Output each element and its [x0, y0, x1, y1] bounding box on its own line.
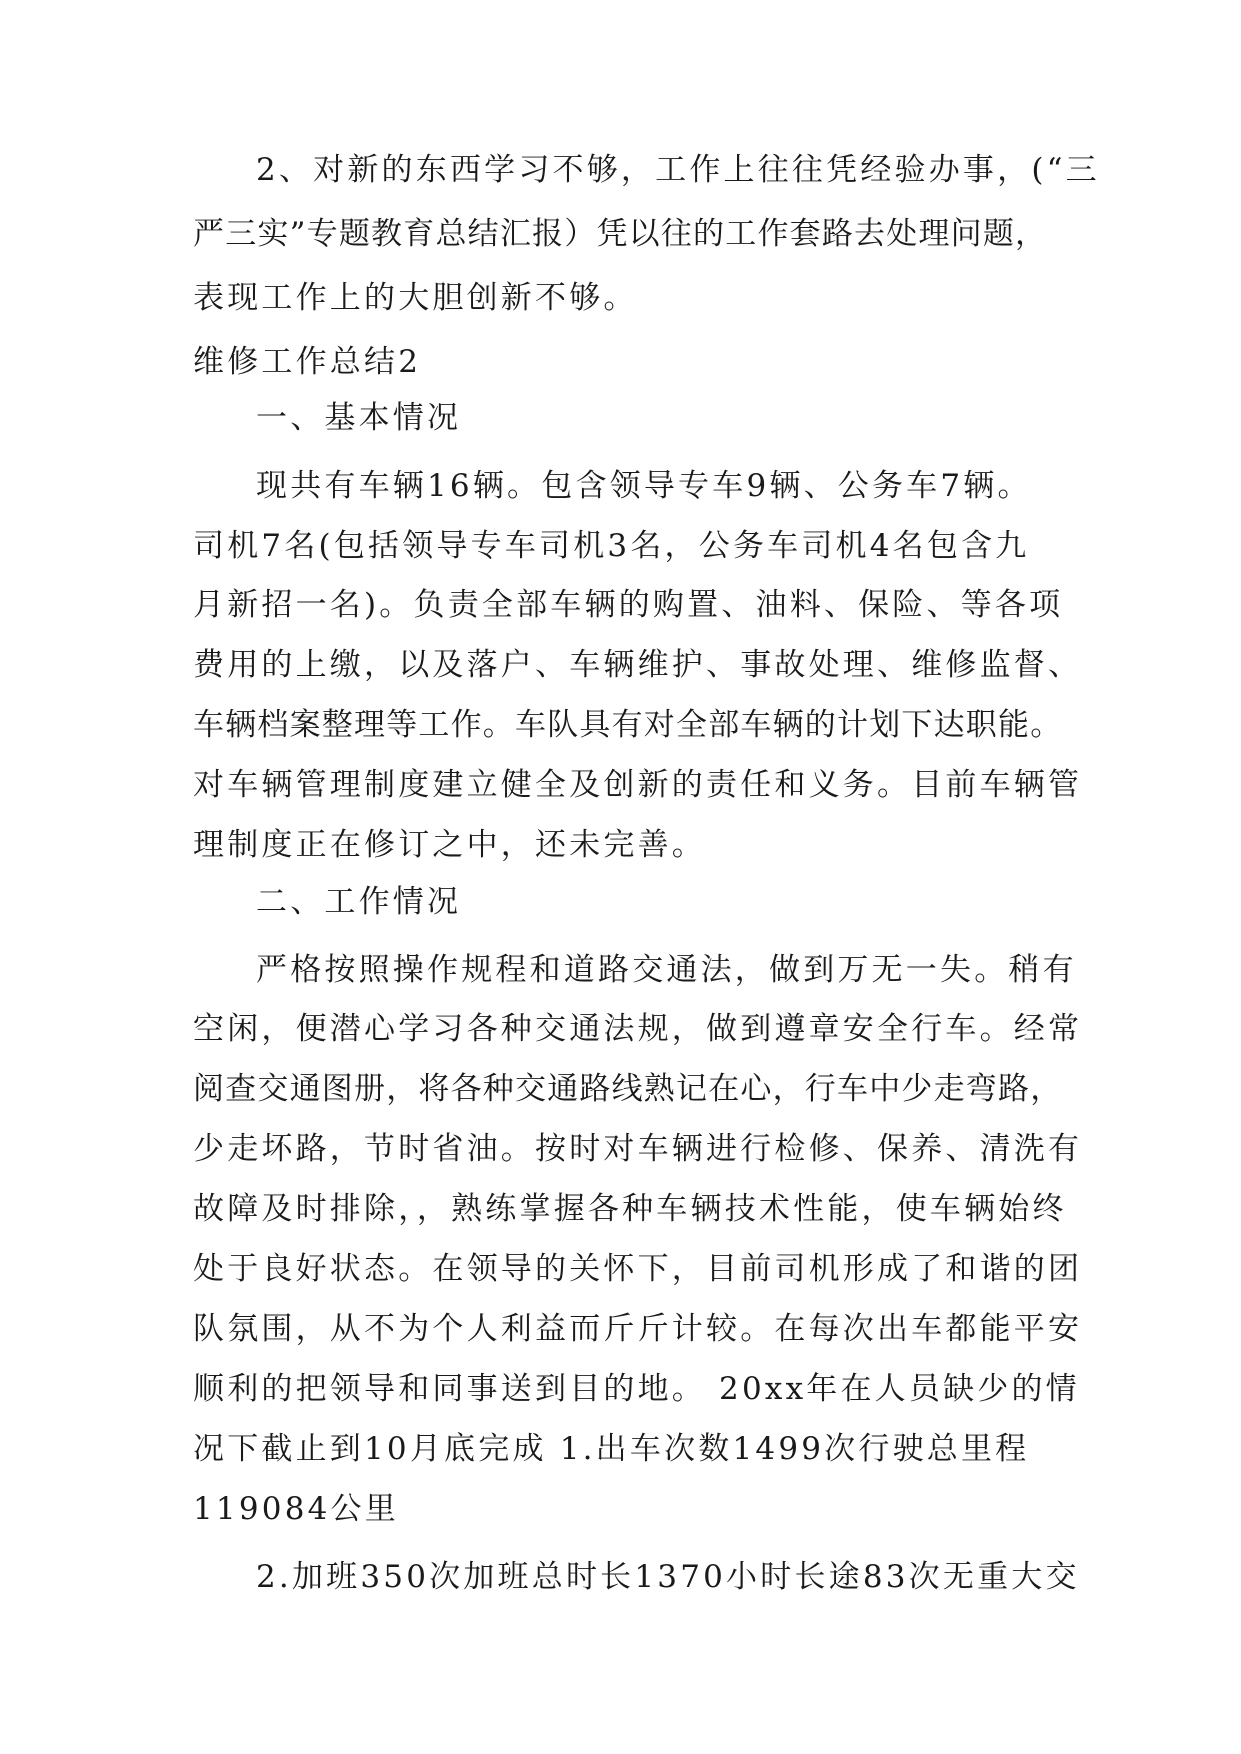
- text-line: 费用的上缴，以及落户、车辆维护、事故处理、维修监督、: [193, 647, 1083, 683]
- text-line: 况下截止到10月底完成 1.出车次数1499次行驶总里程: [193, 1431, 1030, 1467]
- text-line: 对车辆管理制度建立健全及创新的责任和义务。目前车辆管: [193, 767, 1083, 803]
- section-heading: 二、工作情况: [256, 884, 462, 920]
- text-line: 理制度正在修订之中，还未完善。: [193, 827, 706, 863]
- section-title: 维修工作总结2: [193, 344, 422, 380]
- text-line: 表现工作上的大胆创新不够。: [193, 280, 638, 316]
- text-line: 处于良好状态。在领导的关怀下，目前司机形成了和谐的团: [193, 1251, 1083, 1287]
- text-line: 2、对新的东西学习不够，工作上往往凭经验办事，(“三: [256, 152, 1100, 188]
- text-line: 2.加班350次加班总时长1370小时长途83次无重大交: [256, 1559, 1080, 1595]
- text-line: 顺利的把领导和同事送到目的地。 20xx年在人员缺少的情: [193, 1371, 1080, 1407]
- text-line: 阅查交通图册，将各种交通路线熟记在心，行车中少走弯路，: [193, 1071, 1063, 1107]
- text-line: 司机7名(包括领导专车司机3名，公务车司机4名包含九: [193, 528, 1030, 564]
- text-line: 严格按照操作规程和道路交通法，做到万无一失。稍有: [256, 952, 1077, 988]
- text-line: 少走坏路，节时省油。按时对车辆进行检修、保养、清洗有: [193, 1131, 1083, 1167]
- text-line: 车辆档案整理等工作。车队具有对全部车辆的计划下达职能。: [193, 707, 1063, 743]
- text-line: 空闲，便潜心学习各种交通法规，做到遵章安全行车。经常: [193, 1011, 1083, 1047]
- text-line: 现共有车辆16辆。包含领导专车9辆、公务车7辆。: [256, 468, 1032, 504]
- text-line: 故障及时排除，，熟练掌握各种车辆技术性能，使车辆始终: [193, 1191, 1067, 1227]
- text-line: 队氛围，从不为个人利益而斤斤计较。在每次出车都能平安: [193, 1311, 1083, 1347]
- text-line: 严三实”专题教育总结汇报）凭以往的工作套路去处理问题，: [193, 216, 1048, 252]
- text-line: 119084公里: [193, 1491, 399, 1527]
- section-heading: 一、基本情况: [256, 400, 462, 436]
- text-line: 月新招一名)。负责全部车辆的购置、油料、保险、等各项: [193, 587, 1064, 623]
